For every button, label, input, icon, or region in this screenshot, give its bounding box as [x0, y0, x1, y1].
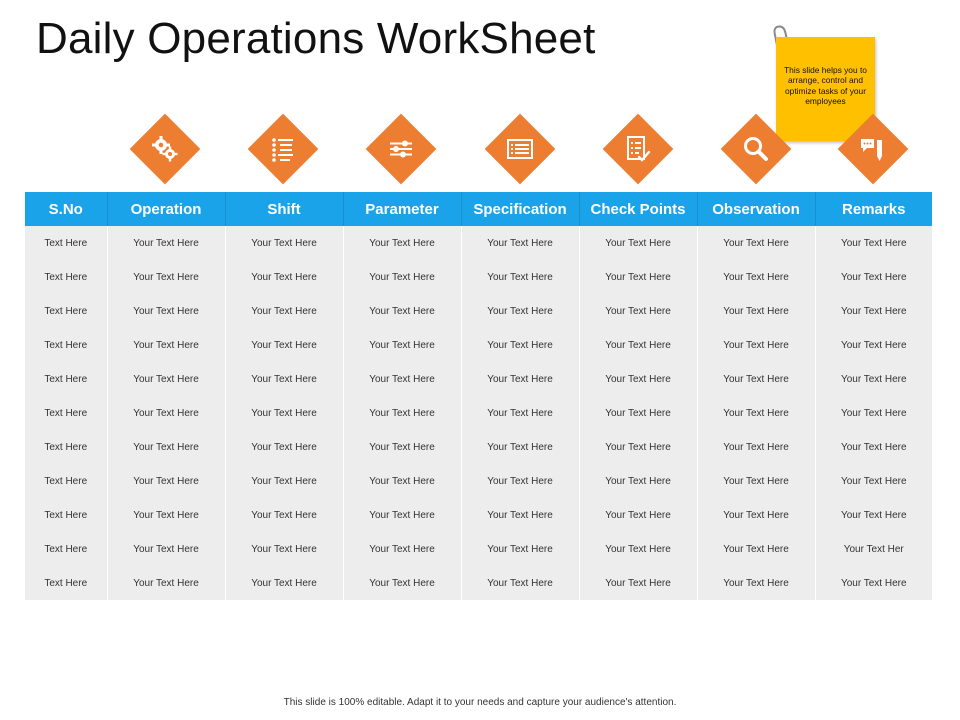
table-cell: Your Text Here — [107, 294, 225, 328]
table-cell: Your Text Here — [107, 532, 225, 566]
table-row — [25, 430, 932, 464]
table-cell: Your Text Here — [815, 566, 932, 600]
comment-pencil-icon — [858, 134, 888, 164]
table-cell: Your Text Here — [107, 464, 225, 498]
document-lines-icon — [505, 134, 535, 164]
table-cell: Your Text Here — [461, 566, 579, 600]
table-cell: Your Text Here — [697, 226, 815, 260]
column-icons — [25, 116, 932, 192]
table-row — [25, 362, 932, 396]
table-cell: Your Text Here — [225, 532, 343, 566]
table-cell: Your Text Here — [815, 498, 932, 532]
table-cell: Your Text Here — [579, 328, 697, 362]
table-cell: Your Text Here — [815, 260, 932, 294]
header-s-no: S.No — [25, 192, 107, 226]
table-cell: Your Text Here — [343, 532, 461, 566]
table-cell: Your Text Here — [579, 396, 697, 430]
table-cell: Your Text Here — [579, 294, 697, 328]
table-cell: Your Text Here — [461, 396, 579, 430]
table-cell: Your Text Here — [343, 498, 461, 532]
table-cell: Your Text Here — [225, 430, 343, 464]
table-cell: Text Here — [25, 464, 107, 498]
table-cell: Your Text Here — [815, 328, 932, 362]
table-cell: Your Text Here — [697, 294, 815, 328]
sliders-icon — [386, 134, 416, 164]
table-cell: Your Text Here — [461, 226, 579, 260]
table-cell: Your Text Here — [815, 396, 932, 430]
header-observation: Observation — [697, 192, 815, 226]
table-cell: Your Text Here — [697, 396, 815, 430]
table-cell: Your Text Here — [107, 226, 225, 260]
table-cell: Your Text Here — [579, 498, 697, 532]
table-cell: Text Here — [25, 396, 107, 430]
table-cell: Your Text Here — [579, 430, 697, 464]
table-cell: Your Text Here — [697, 430, 815, 464]
table-cell: Your Text Here — [225, 464, 343, 498]
table-row — [25, 294, 932, 328]
table-cell: Your Text Here — [697, 566, 815, 600]
table-cell: Your Text Here — [697, 328, 815, 362]
table-cell: Your Text Here — [225, 396, 343, 430]
table-cell: Your Text Here — [225, 260, 343, 294]
table-cell: Your Text Here — [579, 532, 697, 566]
table-row — [25, 260, 932, 294]
table-cell: Your Text Here — [225, 294, 343, 328]
table-cell: Your Text Here — [225, 362, 343, 396]
table-cell: Your Text Here — [697, 498, 815, 532]
table-cell: Your Text Here — [579, 260, 697, 294]
table-cell: Your Text Here — [815, 430, 932, 464]
table-cell: Your Text Here — [579, 362, 697, 396]
table-cell: Your Text Here — [225, 498, 343, 532]
table-cell: Your Text Here — [107, 328, 225, 362]
list-icon — [268, 134, 298, 164]
table-cell: Your Text Here — [343, 260, 461, 294]
table-row — [25, 464, 932, 498]
table-cell: Your Text Her — [815, 532, 932, 566]
table-row — [25, 396, 932, 430]
table-cell: Your Text Here — [107, 566, 225, 600]
table-header-row — [25, 192, 932, 226]
table-cell: Text Here — [25, 532, 107, 566]
table-cell: Text Here — [25, 498, 107, 532]
gears-icon — [150, 134, 180, 164]
table-cell: Text Here — [25, 566, 107, 600]
table-cell: Your Text Here — [697, 362, 815, 396]
table-cell: Your Text Here — [579, 226, 697, 260]
table-cell: Your Text Here — [815, 294, 932, 328]
table-cell: Your Text Here — [461, 260, 579, 294]
table-cell: Your Text Here — [697, 532, 815, 566]
table-cell: Your Text Here — [343, 566, 461, 600]
table-cell: Text Here — [25, 430, 107, 464]
table-row — [25, 532, 932, 566]
table-cell: Text Here — [25, 226, 107, 260]
table-cell: Text Here — [25, 260, 107, 294]
table-cell: Your Text Here — [815, 362, 932, 396]
table-row — [25, 226, 932, 260]
table-cell: Your Text Here — [461, 362, 579, 396]
table-cell: Your Text Here — [343, 294, 461, 328]
table-cell: Your Text Here — [461, 498, 579, 532]
sticky-note-text: This slide helps you to arrange, control and optimize tasks of your employees — [784, 65, 867, 107]
table-cell: Your Text Here — [461, 532, 579, 566]
table-body — [25, 226, 932, 600]
header-specification: Specification — [461, 192, 579, 226]
table-cell: Your Text Here — [697, 260, 815, 294]
header-check-points: Check Points — [579, 192, 697, 226]
table-cell: Your Text Here — [343, 396, 461, 430]
table-cell: Your Text Here — [579, 566, 697, 600]
worksheet-table — [25, 192, 932, 600]
table-cell: Your Text Here — [225, 226, 343, 260]
table-cell: Text Here — [25, 328, 107, 362]
table-cell: Your Text Here — [107, 396, 225, 430]
table-cell: Your Text Here — [579, 464, 697, 498]
table-cell: Your Text Here — [107, 430, 225, 464]
footer-note: This slide is 100% editable. Adapt it to your needs and capture your audience's attention. — [283, 697, 677, 708]
checklist-icon — [623, 134, 653, 164]
table-cell: Your Text Here — [815, 226, 932, 260]
page-title: Daily Operations WorkSheet — [36, 14, 596, 63]
table-cell: Your Text Here — [815, 464, 932, 498]
table-row — [25, 498, 932, 532]
table-cell: Your Text Here — [107, 498, 225, 532]
table-cell: Your Text Here — [107, 362, 225, 396]
table-cell: Your Text Here — [225, 328, 343, 362]
table-cell: Your Text Here — [461, 328, 579, 362]
table-cell: Your Text Here — [461, 430, 579, 464]
header-parameter: Parameter — [343, 192, 461, 226]
table-cell: Your Text Here — [107, 260, 225, 294]
table-cell: Text Here — [25, 362, 107, 396]
table-cell: Text Here — [25, 294, 107, 328]
table-cell: Your Text Here — [343, 464, 461, 498]
table-cell: Your Text Here — [343, 430, 461, 464]
header-shift: Shift — [225, 192, 343, 226]
magnifier-icon — [741, 134, 771, 164]
header-remarks: Remarks — [815, 192, 932, 226]
table-row — [25, 328, 932, 362]
table-cell: Your Text Here — [461, 294, 579, 328]
table-cell: Your Text Here — [343, 362, 461, 396]
table-cell: Your Text Here — [697, 464, 815, 498]
table-cell: Your Text Here — [343, 226, 461, 260]
table-cell: Your Text Here — [343, 328, 461, 362]
table-cell: Your Text Here — [225, 566, 343, 600]
table-row — [25, 566, 932, 600]
table-cell: Your Text Here — [461, 464, 579, 498]
header-operation: Operation — [107, 192, 225, 226]
